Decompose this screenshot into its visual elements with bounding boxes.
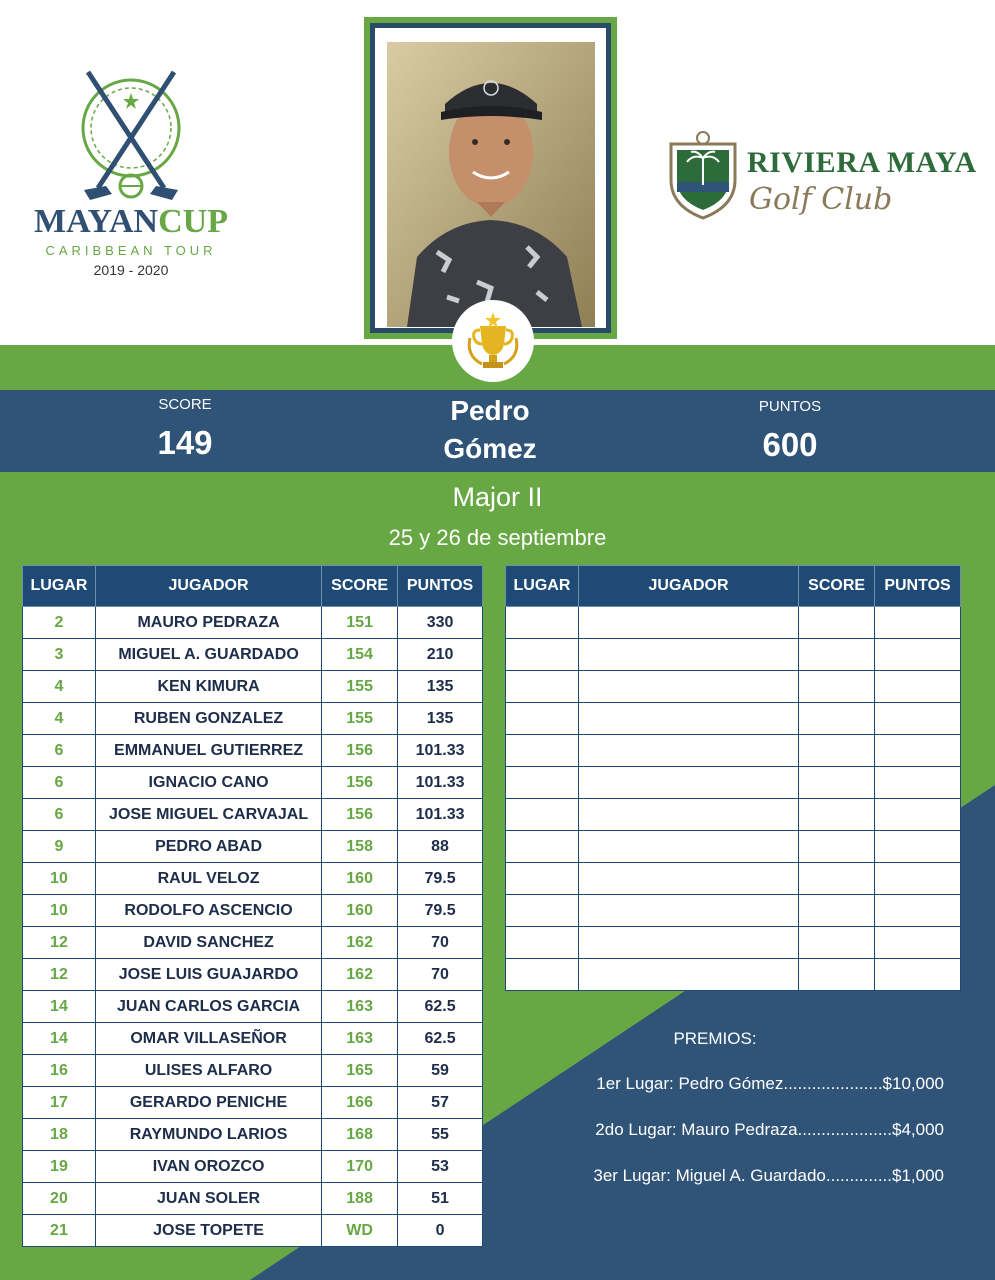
table-row	[23, 959, 483, 991]
empty-cell	[799, 863, 875, 895]
cell-place: 6	[23, 799, 96, 831]
cell-player: RAYMUNDO LARIOS	[95, 1119, 321, 1151]
palm-crest-icon	[665, 130, 741, 220]
empty-cell	[578, 671, 798, 703]
empty-cell	[875, 639, 961, 671]
empty-cell	[506, 607, 579, 639]
table-row	[23, 863, 483, 895]
table-row	[23, 703, 483, 735]
table-row	[23, 927, 483, 959]
cell-player: JOSE LUIS GUAJARDO	[95, 959, 321, 991]
mayan-cup-years: 2019 - 2020	[93, 262, 169, 278]
cell-score: 188	[322, 1183, 398, 1215]
empty-cell	[578, 735, 798, 767]
cell-score: 163	[322, 1023, 398, 1055]
cell-place: 19	[23, 1151, 96, 1183]
cell-player: EMMANUEL GUTIERREZ	[95, 735, 321, 767]
prize-second: 2do Lugar: Mauro Pedraza....................$4,000	[595, 1120, 944, 1139]
empty-table-row	[506, 767, 961, 799]
cell-points: 135	[398, 671, 483, 703]
cell-score: 156	[322, 799, 398, 831]
empty-cell	[506, 831, 579, 863]
empty-cell	[506, 927, 579, 959]
header-lugar: LUGAR	[23, 566, 96, 607]
empty-cell	[875, 927, 961, 959]
cell-score: 165	[322, 1055, 398, 1087]
event-date: 25 y 26 de septiembre	[388, 525, 607, 550]
table-row	[23, 1183, 483, 1215]
empty-table-row	[506, 735, 961, 767]
table-row	[23, 1151, 483, 1183]
empty-table-row	[506, 639, 961, 671]
cell-place: 4	[23, 671, 96, 703]
empty-cell	[875, 959, 961, 991]
empty-cell	[506, 703, 579, 735]
crossed-golf-clubs-icon	[66, 68, 196, 203]
table-row	[23, 607, 483, 639]
empty-cell	[799, 607, 875, 639]
cell-player: JOSE MIGUEL CARVAJAL	[95, 799, 321, 831]
header-jugador: JUGADOR	[95, 566, 321, 607]
cell-score: 155	[322, 671, 398, 703]
cell-player: RODOLFO ASCENCIO	[95, 895, 321, 927]
empty-cell	[799, 735, 875, 767]
cell-score: 158	[322, 831, 398, 863]
winner-photo	[387, 42, 595, 327]
cell-score: 151	[322, 607, 398, 639]
table-row	[23, 671, 483, 703]
empty-cell	[578, 639, 798, 671]
empty-table-header	[506, 566, 961, 607]
empty-cell	[578, 895, 798, 927]
empty-cell	[799, 927, 875, 959]
cell-score: 166	[322, 1087, 398, 1119]
prize-first: 1er Lugar: Pedro Gómez.....................$10,000	[596, 1074, 944, 1093]
empty-cell	[875, 863, 961, 895]
mayan-cup-logo	[26, 68, 236, 283]
cell-player: JUAN CARLOS GARCIA	[95, 991, 321, 1023]
cell-score: 163	[322, 991, 398, 1023]
empty-cell	[799, 767, 875, 799]
cell-points: 55	[398, 1119, 483, 1151]
cell-points: 57	[398, 1087, 483, 1119]
empty-cell	[506, 863, 579, 895]
header-puntos: PUNTOS	[398, 566, 483, 607]
cell-score: 162	[322, 959, 398, 991]
empty-table-row	[506, 959, 961, 991]
cell-place: 3	[23, 639, 96, 671]
winner-band	[0, 390, 995, 472]
winner-points-value: 600	[762, 426, 818, 463]
table-row	[23, 1055, 483, 1087]
cell-points: 70	[398, 959, 483, 991]
cell-player: OMAR VILLASEÑOR	[95, 1023, 321, 1055]
cell-player: IVAN OROZCO	[95, 1151, 321, 1183]
winner-score-value: 149	[157, 424, 213, 461]
cell-score: 155	[322, 703, 398, 735]
empty-table-row	[506, 799, 961, 831]
cell-place: 4	[23, 703, 96, 735]
riviera-maya-name: RIVIERA MAYA	[747, 146, 977, 179]
cell-points: 101.33	[398, 767, 483, 799]
cell-player: MAURO PEDRAZA	[95, 607, 321, 639]
empty-cell	[875, 831, 961, 863]
cell-place: 14	[23, 991, 96, 1023]
cell-place: 2	[23, 607, 96, 639]
cell-place: 20	[23, 1183, 96, 1215]
empty-cell	[578, 831, 798, 863]
cell-player: RUBEN GONZALEZ	[95, 703, 321, 735]
table-row	[23, 799, 483, 831]
empty-table-row	[506, 831, 961, 863]
winner-name	[390, 392, 590, 468]
empty-table-row	[506, 863, 961, 895]
cell-place: 17	[23, 1087, 96, 1119]
cell-score: 170	[322, 1151, 398, 1183]
cell-score: 156	[322, 767, 398, 799]
empty-cell	[506, 895, 579, 927]
event-title: Major II	[452, 482, 543, 512]
cell-points: 70	[398, 927, 483, 959]
cell-place: 6	[23, 767, 96, 799]
mayan-cup-subtitle: CARIBBEAN TOUR	[45, 243, 217, 258]
cell-place: 12	[23, 927, 96, 959]
cell-place: 10	[23, 863, 96, 895]
empty-cell	[506, 639, 579, 671]
empty-cell	[578, 767, 798, 799]
empty-cell	[506, 767, 579, 799]
empty-cell	[506, 959, 579, 991]
header-lugar: LUGAR	[506, 566, 579, 607]
empty-cell	[506, 671, 579, 703]
empty-cell	[875, 671, 961, 703]
empty-cell	[799, 831, 875, 863]
cell-score: 160	[322, 895, 398, 927]
cell-place: 18	[23, 1119, 96, 1151]
cell-points: 88	[398, 831, 483, 863]
cell-place: 21	[23, 1215, 96, 1247]
cell-points: 101.33	[398, 735, 483, 767]
table-row	[23, 831, 483, 863]
header-jugador: JUGADOR	[578, 566, 798, 607]
cell-score: 168	[322, 1119, 398, 1151]
empty-cell	[875, 767, 961, 799]
cell-player: ULISES ALFARO	[95, 1055, 321, 1087]
empty-cell	[578, 607, 798, 639]
header-score: SCORE	[322, 566, 398, 607]
trophy-icon	[452, 300, 534, 382]
cell-points: 79.5	[398, 863, 483, 895]
empty-cell	[799, 895, 875, 927]
empty-cell	[506, 799, 579, 831]
winner-score-label: SCORE	[158, 396, 212, 413]
empty-cell	[578, 703, 798, 735]
empty-table-row	[506, 607, 961, 639]
winner-photo-frame	[364, 17, 617, 339]
cell-points: 101.33	[398, 799, 483, 831]
cell-points: 59	[398, 1055, 483, 1087]
empty-table-row	[506, 927, 961, 959]
cell-points: 0	[398, 1215, 483, 1247]
header-score: SCORE	[799, 566, 875, 607]
cell-place: 12	[23, 959, 96, 991]
cell-score: 162	[322, 927, 398, 959]
empty-cell	[506, 735, 579, 767]
empty-table-row	[506, 895, 961, 927]
mayan-cup-wordmark: MAYANCUP	[34, 203, 228, 240]
cell-score: 160	[322, 863, 398, 895]
cell-points: 62.5	[398, 991, 483, 1023]
prizes-title: PREMIOS:	[673, 1029, 757, 1048]
prize-third: 3er Lugar: Miguel A. Guardado..............$1,000	[593, 1166, 944, 1185]
empty-results-table	[505, 565, 961, 991]
cell-player: PEDRO ABAD	[95, 831, 321, 863]
cell-points: 330	[398, 607, 483, 639]
table-row	[23, 735, 483, 767]
empty-cell	[578, 959, 798, 991]
empty-cell	[875, 607, 961, 639]
riviera-maya-logo	[665, 130, 977, 230]
empty-cell	[875, 799, 961, 831]
winner-first-name: Pedro	[450, 395, 530, 426]
cell-points: 135	[398, 703, 483, 735]
empty-cell	[799, 703, 875, 735]
cell-player: JUAN SOLER	[95, 1183, 321, 1215]
empty-cell	[799, 639, 875, 671]
table-row	[23, 767, 483, 799]
cell-points: 62.5	[398, 1023, 483, 1055]
table-row	[23, 1087, 483, 1119]
cell-player: RAUL VELOZ	[95, 863, 321, 895]
empty-table-row	[506, 671, 961, 703]
empty-table-row	[506, 703, 961, 735]
cell-player: GERARDO PENICHE	[95, 1087, 321, 1119]
cell-player: KEN KIMURA	[95, 671, 321, 703]
results-table-header	[23, 566, 483, 607]
cell-points: 79.5	[398, 895, 483, 927]
empty-cell	[875, 735, 961, 767]
cell-player: MIGUEL A. GUARDADO	[95, 639, 321, 671]
cell-points: 210	[398, 639, 483, 671]
empty-cell	[578, 927, 798, 959]
header-puntos: PUNTOS	[875, 566, 961, 607]
table-row	[23, 991, 483, 1023]
cell-place: 9	[23, 831, 96, 863]
table-row	[23, 1215, 483, 1247]
table-row	[23, 1023, 483, 1055]
cell-player: JOSE TOPETE	[95, 1215, 321, 1247]
cell-place: 10	[23, 895, 96, 927]
cell-score: 154	[322, 639, 398, 671]
trophy-badge	[452, 300, 534, 382]
cell-place: 6	[23, 735, 96, 767]
cell-place: 14	[23, 1023, 96, 1055]
cell-points: 53	[398, 1151, 483, 1183]
empty-cell	[578, 799, 798, 831]
empty-cell	[875, 703, 961, 735]
table-row	[23, 1119, 483, 1151]
cell-player: IGNACIO CANO	[95, 767, 321, 799]
empty-cell	[799, 671, 875, 703]
cell-points: 51	[398, 1183, 483, 1215]
table-row	[23, 639, 483, 671]
empty-cell	[875, 895, 961, 927]
cell-score: WD	[322, 1215, 398, 1247]
cell-score: 156	[322, 735, 398, 767]
results-table	[22, 565, 483, 1247]
table-row	[23, 895, 483, 927]
empty-cell	[578, 863, 798, 895]
riviera-golf-club-subtitle: Golf Club	[749, 182, 893, 217]
empty-cell	[799, 959, 875, 991]
cell-player: DAVID SANCHEZ	[95, 927, 321, 959]
winner-points-label: PUNTOS	[758, 398, 822, 415]
cell-place: 16	[23, 1055, 96, 1087]
winner-last-name: Gómez	[443, 433, 537, 464]
empty-cell	[799, 799, 875, 831]
